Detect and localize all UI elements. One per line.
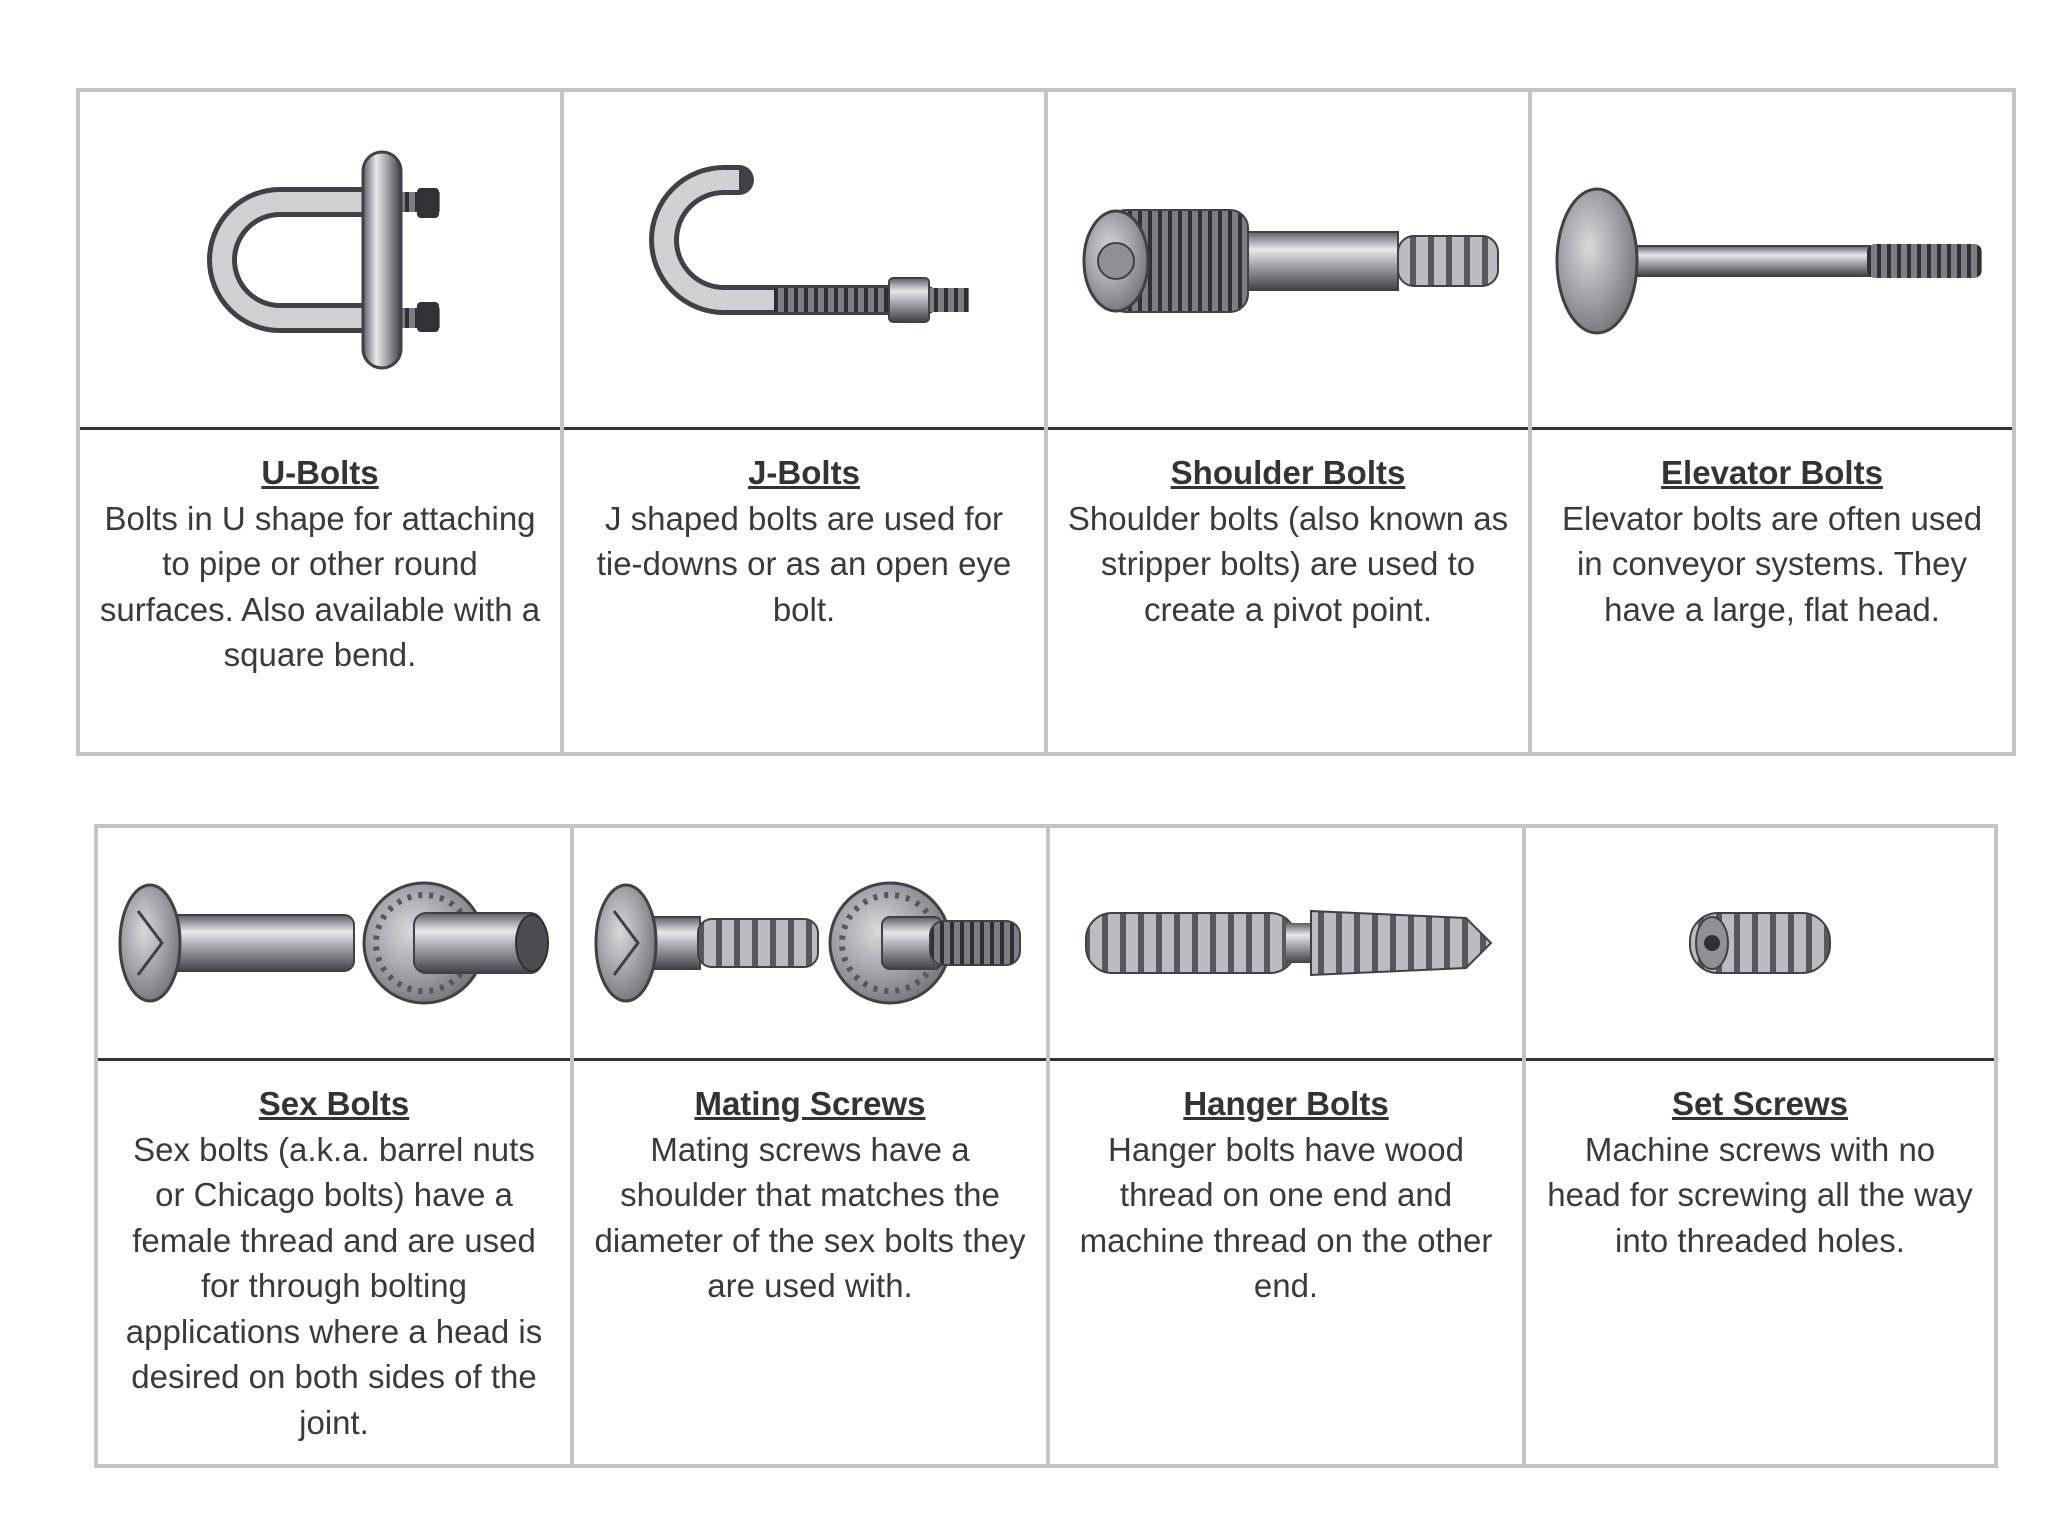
sex-bolt-icon [114,873,554,1013]
card-text [564,430,1044,752]
card-description: Shoulder bolts (also known as stripper bolts) are used to create a pivot point. [1067,499,1509,628]
card-description: Mating screws have a shoulder that matches the diameter of the sex bolts they are used with. [594,1130,1026,1304]
image-box [574,828,1046,1061]
card-text [98,1061,570,1464]
card-description: Elevator bolts are often used in conveyor systems. They have a large, flat head. [1561,499,1983,628]
fastener-card [570,824,1046,1464]
image-box [1526,828,1994,1061]
card-text [1048,430,1528,752]
card-description: Sex bolts (a.k.a. barrel nuts or Chicago bolts) have a female thread and are used for through bolting applications where a head is desired on both sides of the joint. [125,1130,543,1441]
j-bolt-icon [624,140,984,380]
fastener-card [560,88,1044,752]
shoulder-bolt-icon [1068,140,1508,380]
card-title[interactable]: Set Screws [1671,1085,1849,1122]
image-box [80,92,560,430]
elevator-bolt-icon [1547,140,1997,380]
card-title[interactable]: U-Bolts [261,454,379,491]
fastener-card [1522,824,1994,1464]
fastener-card [76,88,560,752]
card-text [1526,1061,1994,1464]
card-title[interactable]: Mating Screws [694,1085,926,1122]
fastener-card [1044,88,1528,752]
fastener-card [1046,824,1522,1464]
card-title[interactable]: Sex Bolts [258,1085,410,1122]
mating-screw-icon [590,873,1030,1013]
set-screw-icon [1680,873,1840,1013]
card-title[interactable]: Shoulder Bolts [1170,454,1406,491]
fastener-card [94,824,570,1464]
card-text [1050,1061,1522,1464]
card-description: J shaped bolts are used for tie-downs or as an open eye bolt. [596,499,1012,628]
card-title[interactable]: Hanger Bolts [1183,1085,1389,1122]
card-text [574,1061,1046,1464]
image-box [1050,828,1522,1061]
u-bolt-icon [185,140,455,380]
image-box [564,92,1044,430]
image-box [98,828,570,1061]
image-box [1048,92,1528,430]
image-box [1532,92,2012,430]
card-title[interactable]: J-Bolts [748,454,860,491]
card-description: Machine screws with no head for screwing all the way into threaded holes. [1547,1130,1973,1259]
fastener-card [1528,88,2012,752]
card-text [80,430,560,752]
fastener-table-row-2 [94,824,1998,1468]
card-title[interactable]: Elevator Bolts [1661,454,1883,491]
hanger-bolt-icon [1066,873,1506,1013]
card-description: Bolts in U shape for attaching to pipe or other round surfaces. Also available with a square bend. [99,499,541,673]
card-description: Hanger bolts have wood thread on one end and machine thread on the other end. [1079,1130,1493,1304]
card-text [1532,430,2012,752]
fastener-table-row-1 [76,88,2016,756]
